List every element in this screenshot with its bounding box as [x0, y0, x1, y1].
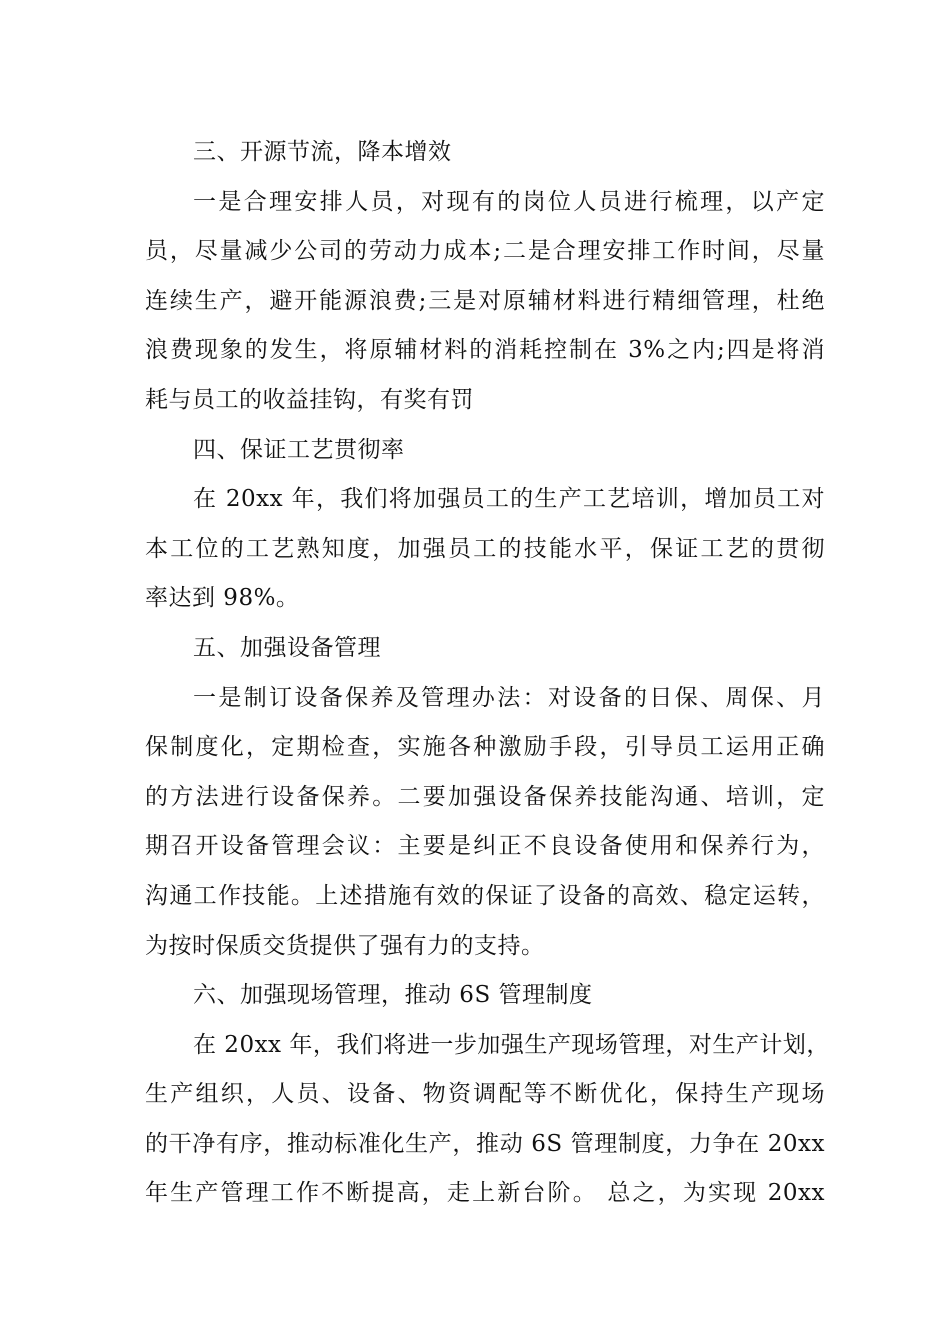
document-body — [145, 128, 830, 1219]
paragraph-line: 的方法进行设备保养。二要加强设备保养技能沟通、培训，定 — [145, 783, 825, 810]
paragraph-line: 率达到 98%。 — [145, 585, 300, 612]
paragraph-line: 保制度化，定期检查，实施各种激励手段，引导员工运用正确 — [145, 734, 825, 761]
paragraph-first-line: 四、保证工艺贯彻率 — [193, 436, 405, 463]
paragraph-first-line: 三、开源节流，降本增效 — [193, 139, 452, 165]
paragraph-first-line: 一是制订设备保养及管理办法：对设备的日保、周保、月 — [193, 684, 825, 711]
paragraph-line: 浪费现象的发生，将原辅材料的消耗控制在 3%之内;四是将消 — [145, 337, 825, 364]
paragraph-first-line: 六、加强现场管理，推动 6S 管理制度 — [193, 982, 593, 1009]
paragraph-first-line: 五、加强设备管理 — [193, 634, 381, 661]
paragraph-line: 期召开设备管理会议：主要是纠正不良设备使用和保养行为， — [145, 833, 825, 860]
paragraph-line: 年生产管理工作不断提高，走上新台阶。 总之，为实现 20xx — [145, 1180, 825, 1207]
paragraph-line: 耗与员工的收益挂钩，有奖有罚 — [145, 386, 474, 413]
paragraph-line: 的干净有序，推动标准化生产，推动 6S 管理制度，力争在 20xx — [145, 1130, 825, 1157]
paragraph-line: 本工位的工艺熟知度，加强员工的技能水平，保证工艺的贯彻 — [145, 535, 825, 562]
paragraph-line: 员，尽量减少公司的劳动力成本;二是合理安排工作时间，尽量 — [145, 238, 825, 265]
paragraph-line: 为按时保质交货提供了强有力的支持。 — [145, 932, 545, 959]
paragraph-first-line: 在 20xx 年，我们将进一步加强生产现场管理，对生产计划， — [193, 1031, 830, 1058]
paragraph-line: 生产组织，人员、设备、物资调配等不断优化，保持生产现场 — [145, 1081, 825, 1108]
paragraph-first-line: 一是合理安排人员，对现有的岗位人员进行梳理，以产定 — [193, 188, 825, 215]
paragraph-first-line: 在 20xx 年，我们将加强员工的生产工艺培训，增加员工对 — [193, 486, 825, 513]
paragraph-line: 沟通工作技能。上述措施有效的保证了设备的高效、稳定运转， — [145, 882, 825, 909]
paragraph-line: 连续生产，避开能源浪费;三是对原辅材料进行精细管理，杜绝 — [145, 287, 825, 314]
